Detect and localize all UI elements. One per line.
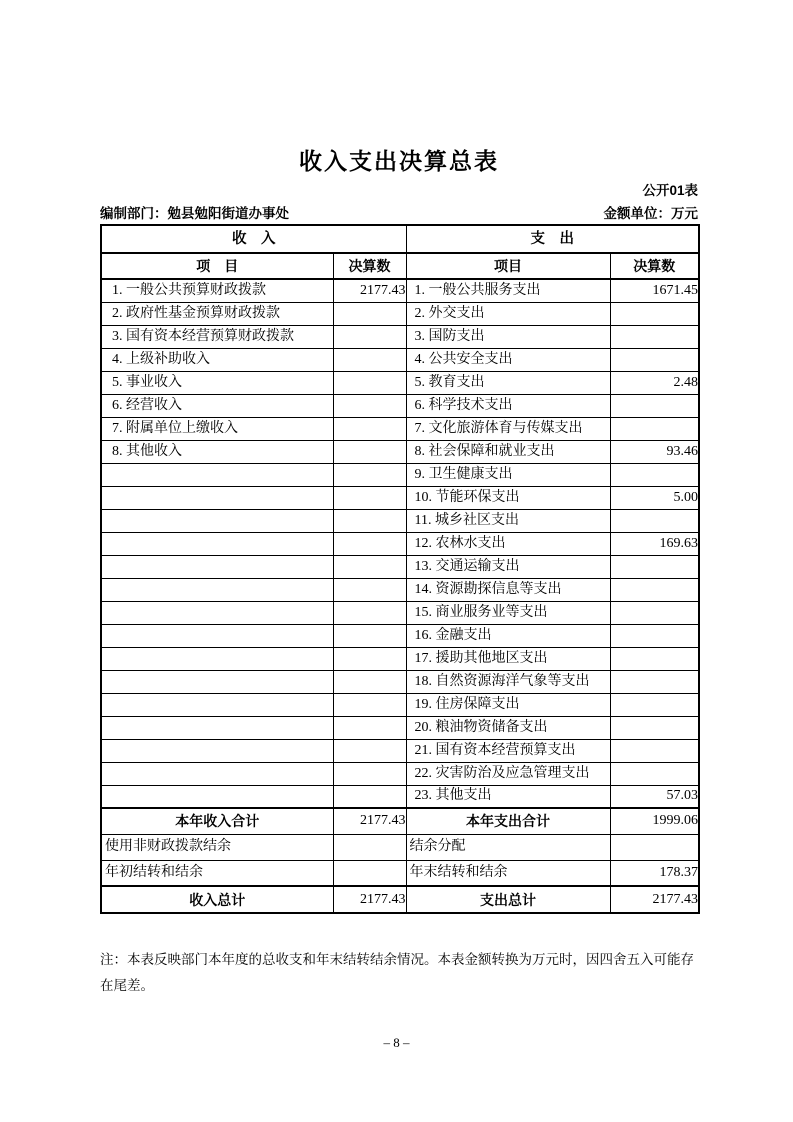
income-amount-cell	[333, 302, 406, 325]
expense-amount-cell	[610, 693, 699, 716]
expense-item-cell: 14. 资源勘探信息等支出	[406, 578, 610, 601]
table-row	[101, 624, 699, 647]
income-item-cell	[101, 693, 333, 716]
table-row	[101, 509, 699, 532]
income-item-cell	[101, 739, 333, 762]
expense-amount-cell: 5.00	[610, 486, 699, 509]
expense-amount-cell	[610, 834, 699, 860]
income-amount-cell	[333, 371, 406, 394]
expense-amount-cell: 93.46	[610, 440, 699, 463]
expense-amount-cell: 57.03	[610, 785, 699, 808]
expense-amount-cell	[610, 417, 699, 440]
income-amount-cell	[333, 624, 406, 647]
income-item-cell	[101, 624, 333, 647]
income-item-cell: 收入总计	[101, 886, 333, 913]
expense-item-cell: 1. 一般公共服务支出	[406, 279, 610, 302]
income-item-cell: 3. 国有资本经营预算财政拨款	[101, 325, 333, 348]
table-row	[101, 647, 699, 670]
expense-amount-cell	[610, 578, 699, 601]
income-amount-cell	[333, 486, 406, 509]
income-item-cell: 4. 上级补助收入	[101, 348, 333, 371]
expense-amount-cell	[610, 394, 699, 417]
expense-amount-cell: 178.37	[610, 860, 699, 886]
income-item-column-header: 项 目	[101, 253, 333, 279]
expense-item-cell: 16. 金融支出	[406, 624, 610, 647]
income-item-cell: 年初结转和结余	[101, 860, 333, 886]
income-item-cell	[101, 647, 333, 670]
income-amount-cell	[333, 394, 406, 417]
expense-item-cell: 9. 卫生健康支出	[406, 463, 610, 486]
income-amount-cell	[333, 509, 406, 532]
income-item-cell: 5. 事业收入	[101, 371, 333, 394]
expense-amount-cell	[610, 670, 699, 693]
expense-amount-cell	[610, 647, 699, 670]
table-row	[101, 394, 699, 417]
table-row	[101, 670, 699, 693]
income-item-cell: 7. 附属单位上缴收入	[101, 417, 333, 440]
income-amount-cell	[333, 348, 406, 371]
expense-amount-cell: 169.63	[610, 532, 699, 555]
income-amount-cell	[333, 601, 406, 624]
expense-item-cell: 18. 自然资源海洋气象等支出	[406, 670, 610, 693]
table-row	[101, 325, 699, 348]
expense-item-cell: 2. 外交支出	[406, 302, 610, 325]
expense-item-cell: 12. 农林水支出	[406, 532, 610, 555]
expense-amount-column-header: 决算数	[610, 253, 699, 279]
table-row	[101, 279, 699, 302]
expense-amount-cell	[610, 624, 699, 647]
table-row	[101, 739, 699, 762]
income-amount-cell	[333, 647, 406, 670]
expense-section-header: 支 出	[406, 225, 699, 253]
column-header-row	[101, 253, 699, 279]
expense-item-cell: 11. 城乡社区支出	[406, 509, 610, 532]
expense-item-cell: 本年支出合计	[406, 808, 610, 834]
income-item-cell	[101, 509, 333, 532]
income-amount-cell	[333, 739, 406, 762]
expense-item-column-header: 项目	[406, 253, 610, 279]
table-row	[101, 762, 699, 785]
expense-item-cell: 6. 科学技术支出	[406, 394, 610, 417]
expense-item-cell: 4. 公共安全支出	[406, 348, 610, 371]
expense-amount-cell	[610, 739, 699, 762]
income-amount-cell	[333, 762, 406, 785]
expense-amount-cell	[610, 348, 699, 371]
income-amount-cell	[333, 578, 406, 601]
income-item-cell	[101, 785, 333, 808]
income-amount-cell	[333, 860, 406, 886]
income-amount-column-header: 决算数	[333, 253, 406, 279]
income-amount-cell: 2177.43	[333, 886, 406, 913]
table-row	[101, 716, 699, 739]
income-item-cell	[101, 486, 333, 509]
expense-amount-cell	[610, 302, 699, 325]
expense-item-cell: 21. 国有资本经营预算支出	[406, 739, 610, 762]
table-row	[101, 463, 699, 486]
income-item-cell: 8. 其他收入	[101, 440, 333, 463]
income-amount-cell: 2177.43	[333, 808, 406, 834]
expense-amount-cell	[610, 762, 699, 785]
income-item-cell	[101, 716, 333, 739]
table-body	[101, 279, 699, 913]
income-amount-cell	[333, 463, 406, 486]
expense-amount-cell: 2.48	[610, 371, 699, 394]
table-row	[101, 693, 699, 716]
expense-item-cell: 年末结转和结余	[406, 860, 610, 886]
expense-amount-cell	[610, 716, 699, 739]
expense-item-cell: 支出总计	[406, 886, 610, 913]
income-amount-cell	[333, 670, 406, 693]
table-row	[101, 348, 699, 371]
expense-item-cell: 17. 援助其他地区支出	[406, 647, 610, 670]
footnote: 注：本表反映部门本年度的总收支和年末结转结余情况。本表金额转换为万元时，因四舍五入可能存在尾差。	[100, 952, 694, 993]
income-item-cell	[101, 670, 333, 693]
expense-amount-cell	[610, 509, 699, 532]
expense-amount-cell	[610, 601, 699, 624]
table-row	[101, 578, 699, 601]
meta-row	[100, 202, 698, 222]
expense-item-cell: 5. 教育支出	[406, 371, 610, 394]
unit-label: 金额单位：万元	[603, 206, 698, 221]
department-label: 编制部门：勉县勉阳街道办事处	[100, 206, 289, 221]
expense-amount-cell	[610, 325, 699, 348]
expense-item-cell: 3. 国防支出	[406, 325, 610, 348]
expense-item-cell: 8. 社会保障和就业支出	[406, 440, 610, 463]
income-item-cell: 使用非财政拨款结余	[101, 834, 333, 860]
table-row	[101, 302, 699, 325]
expense-amount-cell	[610, 463, 699, 486]
section-header-row	[101, 225, 699, 253]
income-item-cell: 1. 一般公共预算财政拨款	[101, 279, 333, 302]
income-amount-cell	[333, 532, 406, 555]
income-amount-cell	[333, 417, 406, 440]
table-row	[101, 371, 699, 394]
page-title: 收入支出决算总表	[299, 148, 499, 174]
expense-item-cell: 20. 粮油物资储备支出	[406, 716, 610, 739]
income-item-cell	[101, 532, 333, 555]
table-code-label: 公开01表	[642, 183, 698, 198]
income-amount-cell	[333, 325, 406, 348]
expense-item-cell: 15. 商业服务业等支出	[406, 601, 610, 624]
income-item-cell: 6. 经营收入	[101, 394, 333, 417]
income-amount-cell: 2177.43	[333, 279, 406, 302]
expense-amount-cell	[610, 555, 699, 578]
expense-item-cell: 7. 文化旅游体育与传媒支出	[406, 417, 610, 440]
expense-amount-cell: 2177.43	[610, 886, 699, 913]
income-section-header: 收 入	[101, 225, 406, 253]
income-item-cell	[101, 555, 333, 578]
table-row	[101, 808, 699, 834]
table-row	[101, 834, 699, 860]
income-item-cell: 本年收入合计	[101, 808, 333, 834]
income-item-cell	[101, 463, 333, 486]
table-row	[101, 555, 699, 578]
table-row	[101, 417, 699, 440]
income-amount-cell	[333, 440, 406, 463]
income-amount-cell	[333, 555, 406, 578]
income-amount-cell	[333, 785, 406, 808]
income-amount-cell	[333, 834, 406, 860]
income-amount-cell	[333, 693, 406, 716]
expense-amount-cell: 1671.45	[610, 279, 699, 302]
income-item-cell	[101, 601, 333, 624]
income-item-cell: 2. 政府性基金预算财政拨款	[101, 302, 333, 325]
expense-item-cell: 19. 住房保障支出	[406, 693, 610, 716]
table-row	[101, 440, 699, 463]
page-number: – 8 –	[383, 1035, 410, 1050]
expense-item-cell: 22. 灾害防治及应急管理支出	[406, 762, 610, 785]
expense-item-cell: 23. 其他支出	[406, 785, 610, 808]
table-row	[101, 532, 699, 555]
expense-item-cell: 结余分配	[406, 834, 610, 860]
table-row	[101, 860, 699, 886]
table-row	[101, 486, 699, 509]
table-row	[101, 886, 699, 913]
income-item-cell	[101, 578, 333, 601]
income-item-cell	[101, 762, 333, 785]
table-row	[101, 601, 699, 624]
expense-item-cell: 10. 节能环保支出	[406, 486, 610, 509]
income-amount-cell	[333, 716, 406, 739]
table-row	[101, 785, 699, 808]
expense-amount-cell: 1999.06	[610, 808, 699, 834]
budget-summary-table	[100, 224, 700, 914]
expense-item-cell: 13. 交通运输支出	[406, 555, 610, 578]
